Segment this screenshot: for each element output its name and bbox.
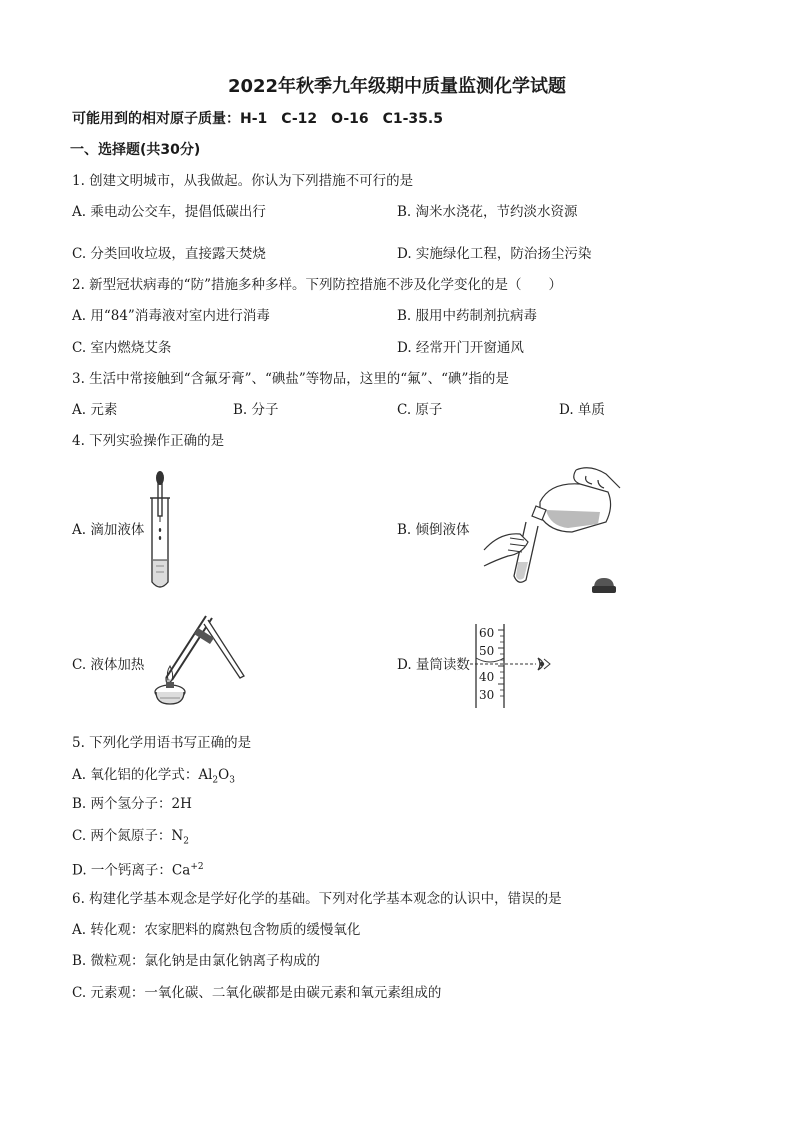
cylinder-tick-30: 30 <box>479 688 495 702</box>
q6-stem: 6. 构建化学基本观念是学好化学的基础。下列对化学基本观念的认识中，错误的是 <box>72 891 562 907</box>
q4-stem: 4. 下列实验操作正确的是 <box>72 433 225 449</box>
q3-stem: 3. 生活中常接触到“含氟牙膏”、“碘盐”等物品，这里的“氟”、“碘”指的是 <box>72 371 509 387</box>
q4-option-c: C. 液体加热 <box>72 657 145 673</box>
section-heading: 一、选择题(共30分) <box>70 142 201 158</box>
q5-option-d: D. 一个钙离子：$Ca^{+2}$ <box>72 862 204 879</box>
q4-option-d: D. 量筒读数 <box>397 657 470 673</box>
dropper-test-tube-figure <box>140 470 180 592</box>
q3-option-b: B. 分子 <box>233 402 279 418</box>
q3-option-c: C. 原子 <box>397 402 443 418</box>
exam-title: 2022年秋季九年级期中质量监测化学试题 <box>227 76 567 97</box>
q1-option-d: D. 实施绿化工程，防治扬尘污染 <box>397 246 592 262</box>
cylinder-tick-60: 60 <box>479 626 495 640</box>
q5-option-b: B. 两个氢分子：2H <box>72 796 192 812</box>
atomic-mass-line: 可能用到的相对原子质量：H-1 C-12 O-16 C1-35.5 <box>72 111 443 127</box>
q5-stem: 5. 下列化学用语书写正确的是 <box>72 735 252 751</box>
heating-liquid-figure <box>148 608 248 708</box>
q2-option-d: D. 经常开门开窗通风 <box>397 340 524 356</box>
q1-option-a: A. 乘电动公交车，提倡低碳出行 <box>72 204 266 220</box>
pouring-liquid-figure <box>480 462 620 602</box>
q2-option-c: C. 室内燃烧艾条 <box>72 340 172 356</box>
q6-option-a: A. 转化观：农家肥料的腐熟包含物质的缓慢氧化 <box>72 922 361 938</box>
q3-option-a: A. 元素 <box>72 402 118 418</box>
q4-option-b: B. 倾倒液体 <box>397 522 470 538</box>
q1-stem: 1. 创建文明城市，从我做起。你认为下列措施不可行的是 <box>72 173 414 189</box>
q5-option-c: C. 两个氮原子：$N_2$ <box>72 828 189 847</box>
q3-option-d: D. 单质 <box>559 402 605 418</box>
q2-option-b: B. 服用中药制剂抗病毒 <box>397 308 538 324</box>
cylinder-tick-40: 40 <box>479 670 495 684</box>
q2-option-a: A. 用“84”消毒液对室内进行消毒 <box>72 308 270 324</box>
q6-option-b: B. 微粒观：氯化钠是由氯化钠离子构成的 <box>72 953 321 969</box>
q6-option-c: C. 元素观：一氧化碳、二氧化碳都是由碳元素和氧元素组成的 <box>72 985 442 1001</box>
q5-option-a: A. 氧化铝的化学式：$Al_2O_3$ <box>72 767 235 786</box>
q2-stem: 2. 新型冠状病毒的“防”措施多种多样。下列防控措施不涉及化学变化的是（ ） <box>72 277 562 293</box>
q4-option-a: A. 滴加液体 <box>72 522 145 538</box>
q1-option-b: B. 淘米水浇花，节约淡水资源 <box>397 204 578 220</box>
q1-option-c: C. 分类回收垃圾，直接露天焚烧 <box>72 246 266 262</box>
cylinder-tick-50: 50 <box>479 644 495 658</box>
